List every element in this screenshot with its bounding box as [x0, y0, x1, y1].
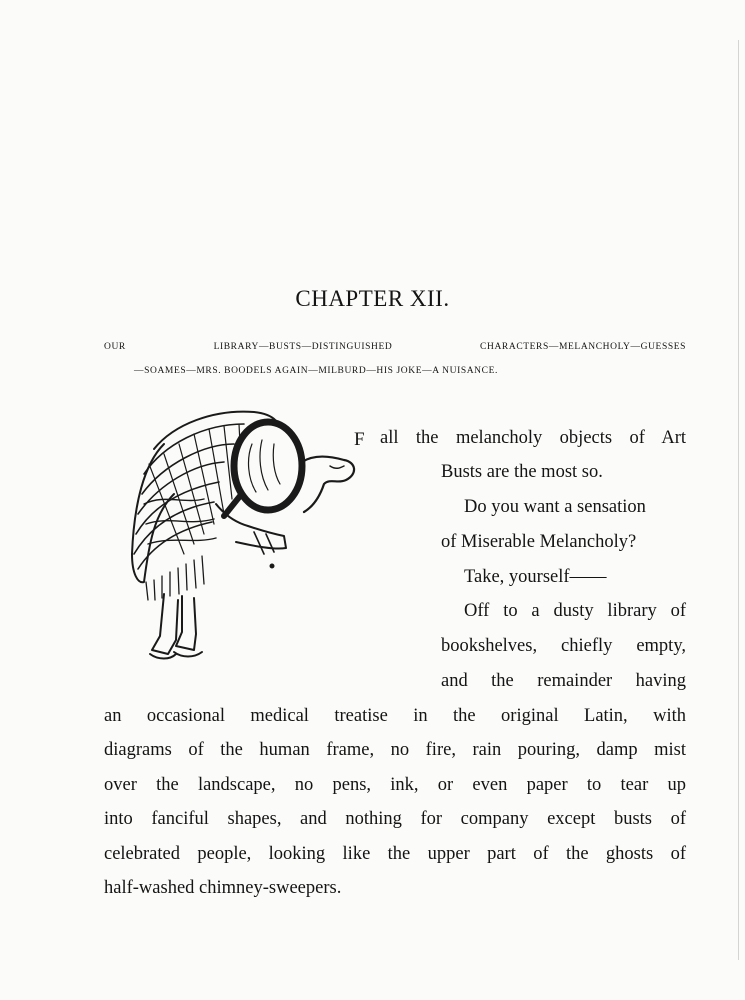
text-line: Take, yourself—— — [464, 567, 607, 587]
text-line: half-washed chimney-sweepers. — [104, 878, 342, 898]
text-line: an occasional medical treatise in the original Latin, with — [104, 706, 686, 726]
text-line: over the landscape, no pens, ink, or even paper to tear up — [104, 775, 686, 795]
text-line: bookshelves, chiefly empty, — [441, 636, 686, 656]
drop-cap-letter: F — [354, 429, 365, 450]
text-line: into fanciful shapes, and nothing for company except busts of — [104, 809, 686, 829]
page-edge — [738, 40, 739, 960]
chapter-summary-line-2: —SOAMES—MRS. BOODELS AGAIN—MILBURD—HIS JOKE—A NUISANCE. — [134, 366, 498, 376]
text-line: Do you want a sensation — [464, 497, 646, 517]
text-line: all the melancholy objects of Art — [380, 428, 686, 448]
chapter-summary-line-1: OUR LIBRARY—BUSTS—DISTINGUISHED CHARACTERS—MELANCHOLY—GUESSES — [104, 342, 686, 352]
text-line: diagrams of the human frame, no fire, rain pouring, damp mist — [104, 740, 686, 760]
text-line: Off to a dusty library of — [464, 601, 686, 621]
text-line: and the remainder having — [441, 671, 686, 691]
text-line: of Miserable Melancholy? — [441, 532, 637, 552]
man-with-magnifying-glass-illustration — [124, 404, 364, 672]
text-line: celebrated people, looking like the upper part of the ghosts of — [104, 844, 686, 864]
chapter-title: CHAPTER XII. — [295, 286, 450, 311]
text-line: Busts are the most so. — [441, 462, 603, 482]
